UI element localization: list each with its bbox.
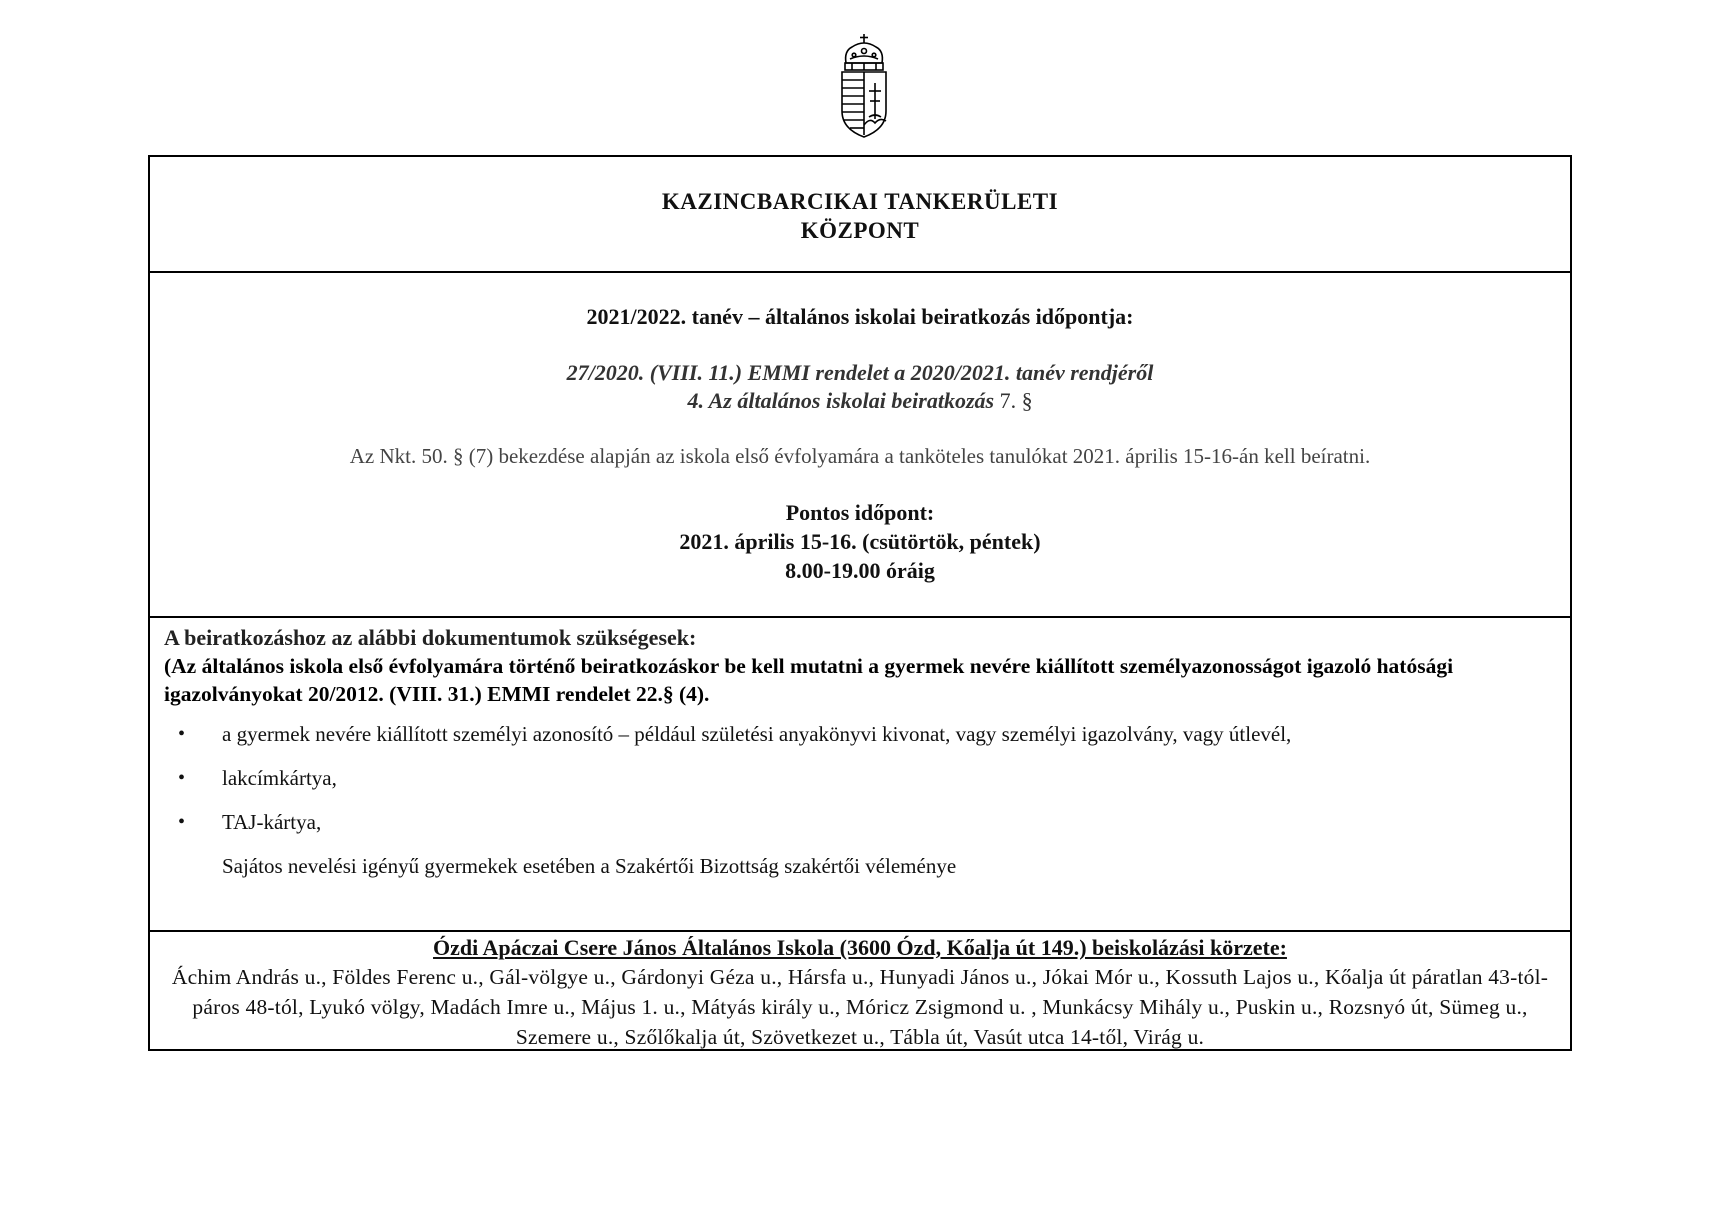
enrollment-section [150,271,1570,616]
district-streets: Áchim András u., Földes Ferenc u., Gál-völgye u., Gárdonyi Géza u., Hársfa u., Hunyadi János u., Jókai Mór u., Kossuth Lajos u., Kőalja út páratlan 43-tól-páros 48-tól, Lyukó völgy, Madách Imre u., Május 1. u., Mátyás király u., Móricz Zsigmond u. , Munkácsy Mihály u., Puskin u., Rozsnyó út, Sümeg u., Szemere u., Szőlőkalja út, Szövetkezet u., Tábla út, Vasút utca 14-től, Virág u. [171,965,1549,1049]
exact-hours: 8.00-19.00 óráig [785,558,935,583]
header-section [150,157,1570,271]
exact-time-label: Pontos időpont: [785,500,935,525]
exact-time-block [150,498,1570,585]
enrollment-heading: 2021/2022. tanév – általános iskolai beiratkozás időpontja: [586,304,1134,329]
regulation-paragraph-number: 7. § [999,388,1033,413]
list-item: • TAJ-kártya, [202,808,1556,836]
documents-list [164,720,1556,836]
documents-heading: A beiratkozáshoz az alábbi dokumentumok szükségesek: [164,625,697,650]
authority-name [150,187,1570,245]
regulation-line-2 [150,387,1570,415]
notice-box [148,155,1572,1051]
special-needs-note: Sajátos nevelési igényű gyermekek esetében a Szakértői Bizottság szakértői véleménye [222,854,957,878]
documents-note: (Az általános iskola első évfolyamára történő beiratkozáskor be kell mutatni a gyermek nevére kiállított személyazonosságot igazoló hatósági igazolványokat 20/2012. (VIII. 31.) EMMI rendelet 22.§ (4). [164,654,1454,706]
enrollment-paragraph: Az Nkt. 50. § (7) bekezdése alapján az iskola első évfolyamára a tanköteles tanulókat 2021. április 15-16-án kell beíratni. [349,444,1371,468]
authority-line-1: KAZINCBARCIKAI TANKERÜLETI [661,189,1059,214]
district-section [150,930,1570,1049]
hungarian-coat-of-arms-icon [838,33,890,139]
district-heading: Ózdi Apáczai Csere János Általános Iskola (3600 Ózd, Kőalja út 149.) beiskolázási körzete: [433,935,1287,960]
authority-line-2: KÖZPONT [800,218,920,243]
list-item: • lakcímkártya, [202,764,1556,792]
exact-date: 2021. április 15-16. (csütörtök, péntek) [679,529,1041,554]
regulation-line-1: 27/2020. (VIII. 11.) EMMI rendelet a 2020/2021. tanév rendjéről [566,360,1154,385]
regulation-reference [150,359,1570,415]
documents-section [150,616,1570,930]
list-item: • a gyermek nevére kiállított személyi azonosító – például születési anyakönyvi kivonat, vagy személyi igazolvány, vagy útlevél, [202,720,1556,748]
regulation-chapter: 4. Az általános iskolai beiratkozás [687,388,995,413]
